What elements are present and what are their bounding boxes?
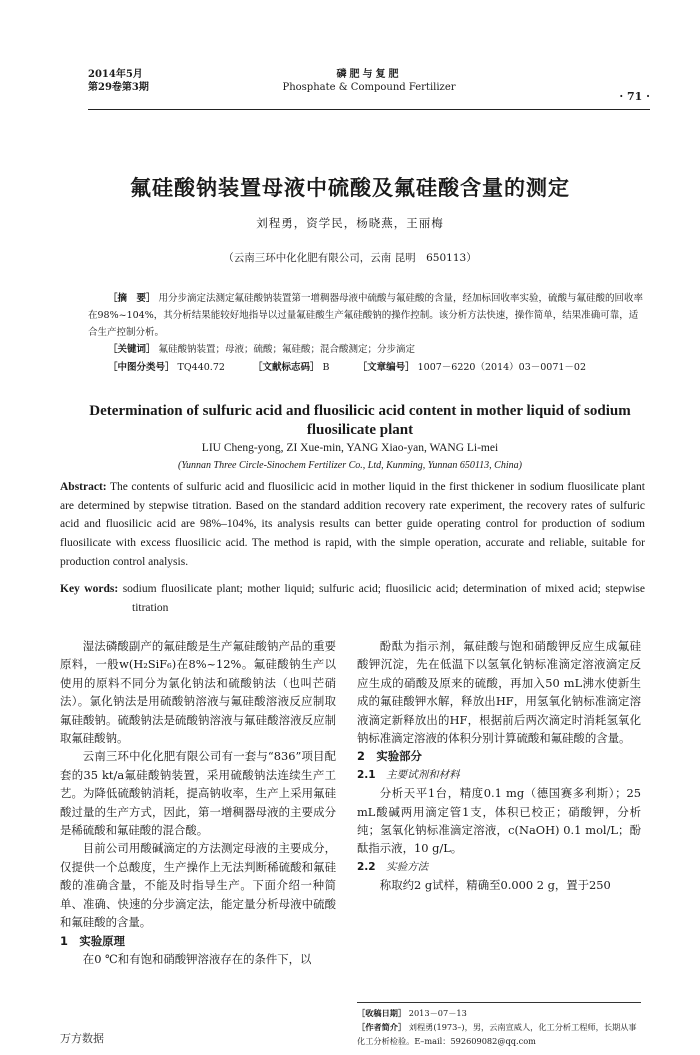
- abstract-cn-label: ［摘 要］: [108, 293, 156, 304]
- journal-name-cn: 磷肥与复肥: [336, 69, 402, 80]
- keywords-cn: [108, 341, 645, 358]
- abstract-en-label: Abstract:: [60, 481, 107, 493]
- author-bio: [357, 1020, 641, 1048]
- subsection-number: 2.2: [357, 860, 376, 873]
- paragraph: 湿法磷酸副产的氟硅酸是生产氟硅酸钠产品的重要原料，一般w(H₂SiF₆)在8%~12%。氟硅酸钠生产以使用的原料不同分为氯化钠法和硫酸钠法（也叫芒硝法）。氯化钠法是用硫酸钠溶液与氟硅酸溶液反应制取氟硅酸钠。硫酸钠法是硫酸钠溶液与氟硅酸溶液反应制取氟硅酸钠。: [60, 639, 336, 746]
- body-column-right: [357, 637, 641, 895]
- paragraph: 目前公司用酸碱滴定的方法测定母液的主要成分，仅提供一个总酸度，生产操作上无法判断稀硫酸和氟硅酸的准确含量，不能及时指导生产。下面介绍一种简单、准确、快速的分步滴定法，能定量分析母液中硫酸和氟硅酸的含量。: [60, 841, 336, 930]
- section-heading: 2 实验部分: [357, 749, 422, 764]
- keywords-en: [60, 580, 645, 618]
- title-cn: 氟硅酸钠装置母液中硫酸及氟硅酸含量的测定: [130, 176, 570, 200]
- doc-code-label: ［文献标志码］: [252, 362, 320, 373]
- paragraph: 在0 ℃和有饱和硝酸钾溶液存在的条件下，以: [82, 951, 312, 966]
- abstract-cn-text: 用分步滴定法测定氟硅酸钠装置第一增稠器母液中硫酸与氟硅酸的含量，经加标回收率实验，硫酸与氟硅酸的回收率在98%~104%，其分析结果能较好地指导以过量氟硅酸生产氟硅酸钠的操作控制。该分析方法快速，操作简单，结果准确可靠，适合生产控制分析。: [88, 293, 644, 338]
- keywords-cn-text: 氟硅酸钠装置；母液；硫酸；氟硅酸；混合酸测定；分步滴定: [158, 344, 416, 355]
- subsection-title: 实验方法: [386, 860, 429, 873]
- keywords-cn-label: ［关键词］: [108, 344, 156, 355]
- doc-code-value: B: [322, 362, 330, 373]
- classification-line: [108, 359, 586, 376]
- received-date: [357, 1006, 641, 1020]
- keywords-en-text: sodium fluosilicate plant; mother liquid; sulfuric acid; fluosilicic acid; determination of mixed acid; stepwise titration: [122, 583, 645, 614]
- article-no-value: 1007－6220（2014）03－0071－02: [417, 362, 587, 373]
- footnote: [357, 1002, 641, 1048]
- affiliation-cn: （云南三环中化化肥有限公司，云南 昆明 650113）: [223, 252, 477, 264]
- subsection-heading: [357, 858, 641, 876]
- authors-cn: 刘程勇，资学民，杨晓燕，王丽梅: [256, 216, 444, 230]
- subsection-title: 主要试剂和材料: [386, 768, 460, 781]
- page-number: · 71 ·: [619, 90, 650, 103]
- clc-label: ［中图分类号］: [108, 362, 175, 373]
- issue-date: 2014年5月: [88, 69, 143, 80]
- abstract-cn: [88, 290, 645, 341]
- paragraph: 称取约2 g试样，精确至0.000 2 g，置于250: [379, 878, 611, 893]
- journal-name: [88, 68, 650, 94]
- article-no-label: ［文章编号］: [357, 362, 415, 373]
- clc-value: TQ440.72: [177, 362, 225, 373]
- received-value: 2013－07－13: [408, 1008, 467, 1018]
- issue-volume: 第29卷第3期: [88, 82, 149, 93]
- author-bio-label: ［作者简介］: [357, 1022, 407, 1032]
- paragraph: 酚酞为指示剂，氟硅酸与饱和硝酸钾反应生成氟硅酸钾沉淀，先在低温下以氢氧化钠标准滴定溶液滴定反应生成的硝酸及原来的硫酸，再加入50 mL沸水使新生成的氟硅酸钾水解，释放出HF，用氢氧化钠标准滴定溶液滴定新释放出的HF，根据前后两次滴定时消耗氢氧化钠标准滴定溶液的体积分别计算硫酸和氟硅酸的含量。: [357, 639, 641, 746]
- abstract-en-text: The contents of sulfuric acid and fluosilicic acid in mother liquid in the first thickener in sodium fluosilicate plant are determined by stepwise titration. Based on the standard addition recovery rate experiment, the recovery rates of sulfuric acid and fluosilicic acid are 98%–104%, its analysis results can better guide operating control for production of sodium fluosilicate with excess fluosilicic acid. The method is rapid, with the simple operation, accurate and reliable, suitable for production control analysis.: [60, 481, 646, 568]
- watermark: 万方数据: [60, 1032, 104, 1045]
- received-label: ［收稿日期］: [357, 1008, 407, 1018]
- subsection-heading: [357, 766, 641, 784]
- paragraph: 云南三环中化化肥有限公司有一套与“836”项目配套的35 kt/a氟硅酸钠装置，采用硫酸钠法连续生产工艺。为降低硫酸钠消耗，提高钠收率，生产上采用氟硅酸过量的生产方式，因此，第一增稠器母液的主要成分是稀硫酸和氟硅酸的混合酸。: [60, 749, 336, 838]
- journal-name-en: Phosphate & Compound Fertilizer: [282, 82, 456, 93]
- title-en: Determination of sulfuric acid and fluosilicic acid content in mother liquid of sodium fluosilicate plant: [89, 403, 631, 438]
- authors-en: LIU Cheng-yong, ZI Xue-min, YANG Xiao-yan, WANG Li-mei: [201, 442, 499, 454]
- section-heading: 1 实验原理: [60, 933, 125, 948]
- keywords-en-label: Key words:: [60, 583, 119, 595]
- body-column-left: [60, 637, 336, 968]
- page-header: [88, 68, 650, 110]
- paragraph: 分析天平1台，精度0.1 mg（德国赛多利斯）；25 mL酸碱两用滴定管1支，体积已校正；硝酸钾，分析纯；氢氧化钠标准滴定溶液，c(NaOH) 0.1 mol/L；酚酞指示液，10 g/L。: [357, 786, 641, 856]
- subsection-number: 2.1: [357, 768, 376, 781]
- abstract-en: [60, 478, 645, 572]
- affiliation-en: (Yunnan Three Circle-Sinochem Fertilizer Co., Ltd, Kunming, Yunnan 650113, China): [178, 460, 522, 471]
- author-bio-text: 刘程勇(1973–)，男，云南宣威人，化工分析工程师，长期从事化工分析检验。E–mail：592609082@qq.com: [357, 1022, 637, 1046]
